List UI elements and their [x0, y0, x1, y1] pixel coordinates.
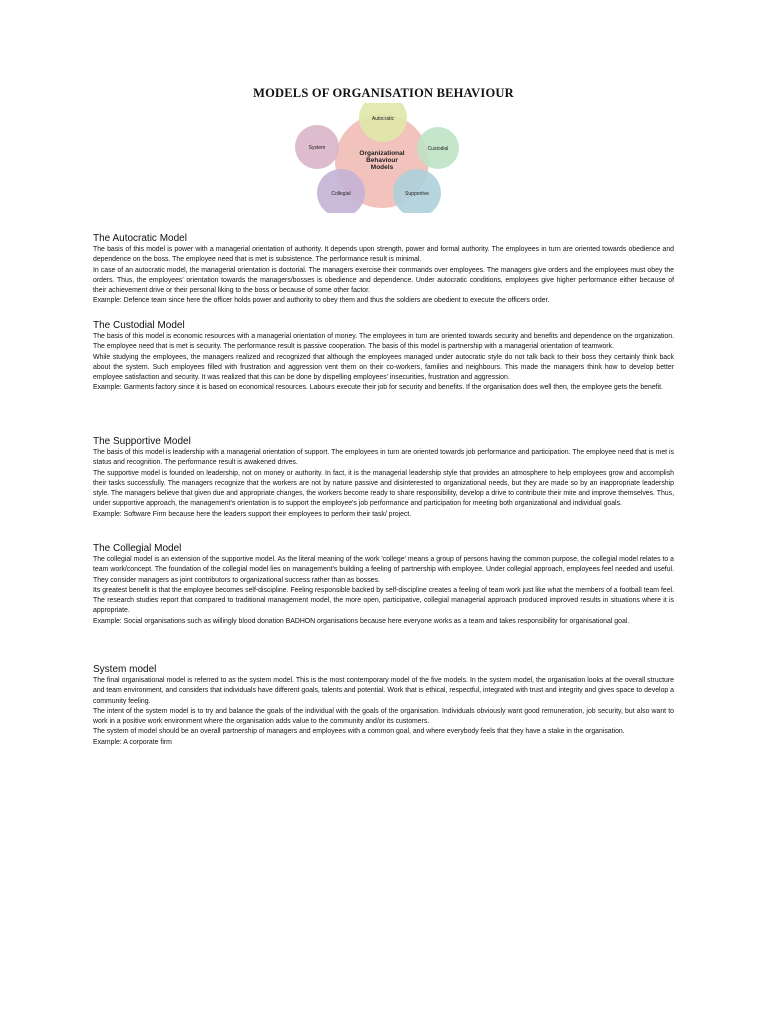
- section-system: [93, 664, 674, 748]
- diagram-label-system: System: [308, 145, 326, 151]
- paragraph: In case of an autocratic model, the managerial orientation is doctorial. The managers exercise their commands over employees. The managers give orders and the employees must obey the orders. Thus, the employees' orientation towards the managers/bosses is obedience and dependence. Under autocratic conditions, employees give higher performance either because of their achievement drive or their personal liking to the boss or because of some other factor.: [93, 266, 674, 295]
- paragraph: The supportive model is founded on leadership, not on money or authority. In fact, it is the managerial leadership style that provides an atmosphere to help employees grow and accomplish their tasks successfully. The managers recognize that the workers are not by nature passive and disinterested to organizational needs, but they are made so by an inappropriate leadership style. The managers believe that given due and appropriate changes, the workers become ready to share responsibility, develop a drive to contribute their mite and improve themselves. Thus, under supportive approach, the management's orientation is to support the employee's job performance and participation for meeting both organizational and individual goals.: [93, 469, 674, 508]
- paragraph: The collegial model is an extension of the supportive model. As the literal meaning of the work 'college' means a group of persons having the common purpose, the collegial model relates to a team work/concept. The foundation of the collegial model lies on management's building a feeling of partnership with employee. Under collegial approach, employees feel needed and useful. They consider managers as joint contributors to organizational success rather than as bosses.: [93, 556, 674, 584]
- section-autocratic: [93, 233, 674, 307]
- paragraph: The basis of this model is power with a managerial orientation of authority. It depends upon strength, power and formal authority. The employees in turn are oriented towards obedience and dependence on the boss. The employee need that is met is subsistence. The performance result is minimal.: [93, 246, 674, 264]
- paragraph: The system of model should be an overall partnership of managers and employees with a common goal, and where everybody feels that they have a stake in the organisation.: [93, 728, 625, 736]
- paragraph: Example: Software Firm because here the leaders support their employees to perform their task/ project.: [93, 510, 412, 518]
- diagram-center-line-3: Models: [370, 164, 394, 171]
- paragraph: Example: A corporate firm: [93, 738, 172, 746]
- paragraph: Its greatest benefit is that the employee becomes self-discipline. Feeling responsible backed by self-discipline creates a feeling of team work just like what the members of a football team feel. The research studies report that compared to traditional management model, the more open, participative, collegial managerial approach produced improved results in situations where it is appropriate.: [93, 586, 674, 615]
- paragraph: The basis of this model is economic resources with a managerial orientation of money. The employees in turn are oriented towards security and benefits and dependence on the organization. The employee need that is met is security. The performance result is passive cooperation. The basis of this model is partnership with a managerial orientation of teamwork.: [93, 333, 674, 351]
- paragraph: Example: Garments factory since it is based on economical resources. Labours execute their job for security and benefits. If the organisation does well then, the employee gets the benefit.: [93, 384, 663, 392]
- diagram-label-collegial: Collegial: [331, 191, 351, 197]
- ob-models-diagram: [289, 103, 459, 213]
- section-custodial: [93, 320, 674, 394]
- section-heading: The Collegial Model: [93, 543, 182, 554]
- diagram-label-supportive: Supportive: [405, 191, 429, 197]
- page-title: MODELS OF ORGANISATION BEHAVIOUR: [253, 86, 514, 100]
- section-heading: The Autocratic Model: [93, 233, 187, 244]
- section-collegial: [93, 543, 674, 627]
- section-heading: System model: [93, 664, 157, 675]
- paragraph: Example: Social organisations such as willingly blood donation BADHON organisations because here everyone works as a team and takes responsibility for organisational goal.: [93, 617, 630, 625]
- section-supportive: [93, 436, 674, 520]
- paragraph: While studying the employees, the managers realized and recognized that although the employees managed under autocratic style do not talk back to their boss they certainly think back about the system. Such employees filled with frustration and aggression vent them on their co-workers, families and neighbours. This made the managers think how to develop better employee satisfaction and security. It was realized that this can be done by dispelling employees' insecurities, frustration and aggression.: [93, 353, 674, 382]
- paragraph: Example: Defence team since here the officer holds power and authority to obey them and thus the soldiers are obedient to execute the officers order.: [93, 297, 550, 305]
- section-heading: The Custodial Model: [93, 320, 185, 331]
- paragraph: The final organisational model is referred to as the system model. This is the most contemporary model of the five models. In the system model, the organisation looks at the overall structure and team environment, and considers that individuals have different goals, talents and potential. Work that is ethical, respectful, integrated with trust and integrity and gives space to develop a community feeling.: [93, 677, 674, 705]
- diagram-label-custodial: Custodial: [427, 146, 449, 152]
- diagram-center-line-2: Behaviour: [366, 157, 398, 164]
- paragraph: The basis of this model is leadership with a managerial orientation of support. The employees in turn are oriented towards job performance and participation. The employee need that is met is status and recognition. The performance result is awakened drives.: [93, 449, 674, 467]
- diagram-center-line-1: Organizational: [359, 150, 405, 157]
- diagram-label-autocratic: Autocratic: [371, 116, 395, 122]
- paragraph: The intent of the system model is to try and balance the goals of the individual with the goals of the organisation. Individuals obviously want good remuneration, job security, but also want to work in a positive work environment where the organisation adds value to the community and/or its customers.: [93, 707, 674, 726]
- section-heading: The Supportive Model: [93, 436, 191, 447]
